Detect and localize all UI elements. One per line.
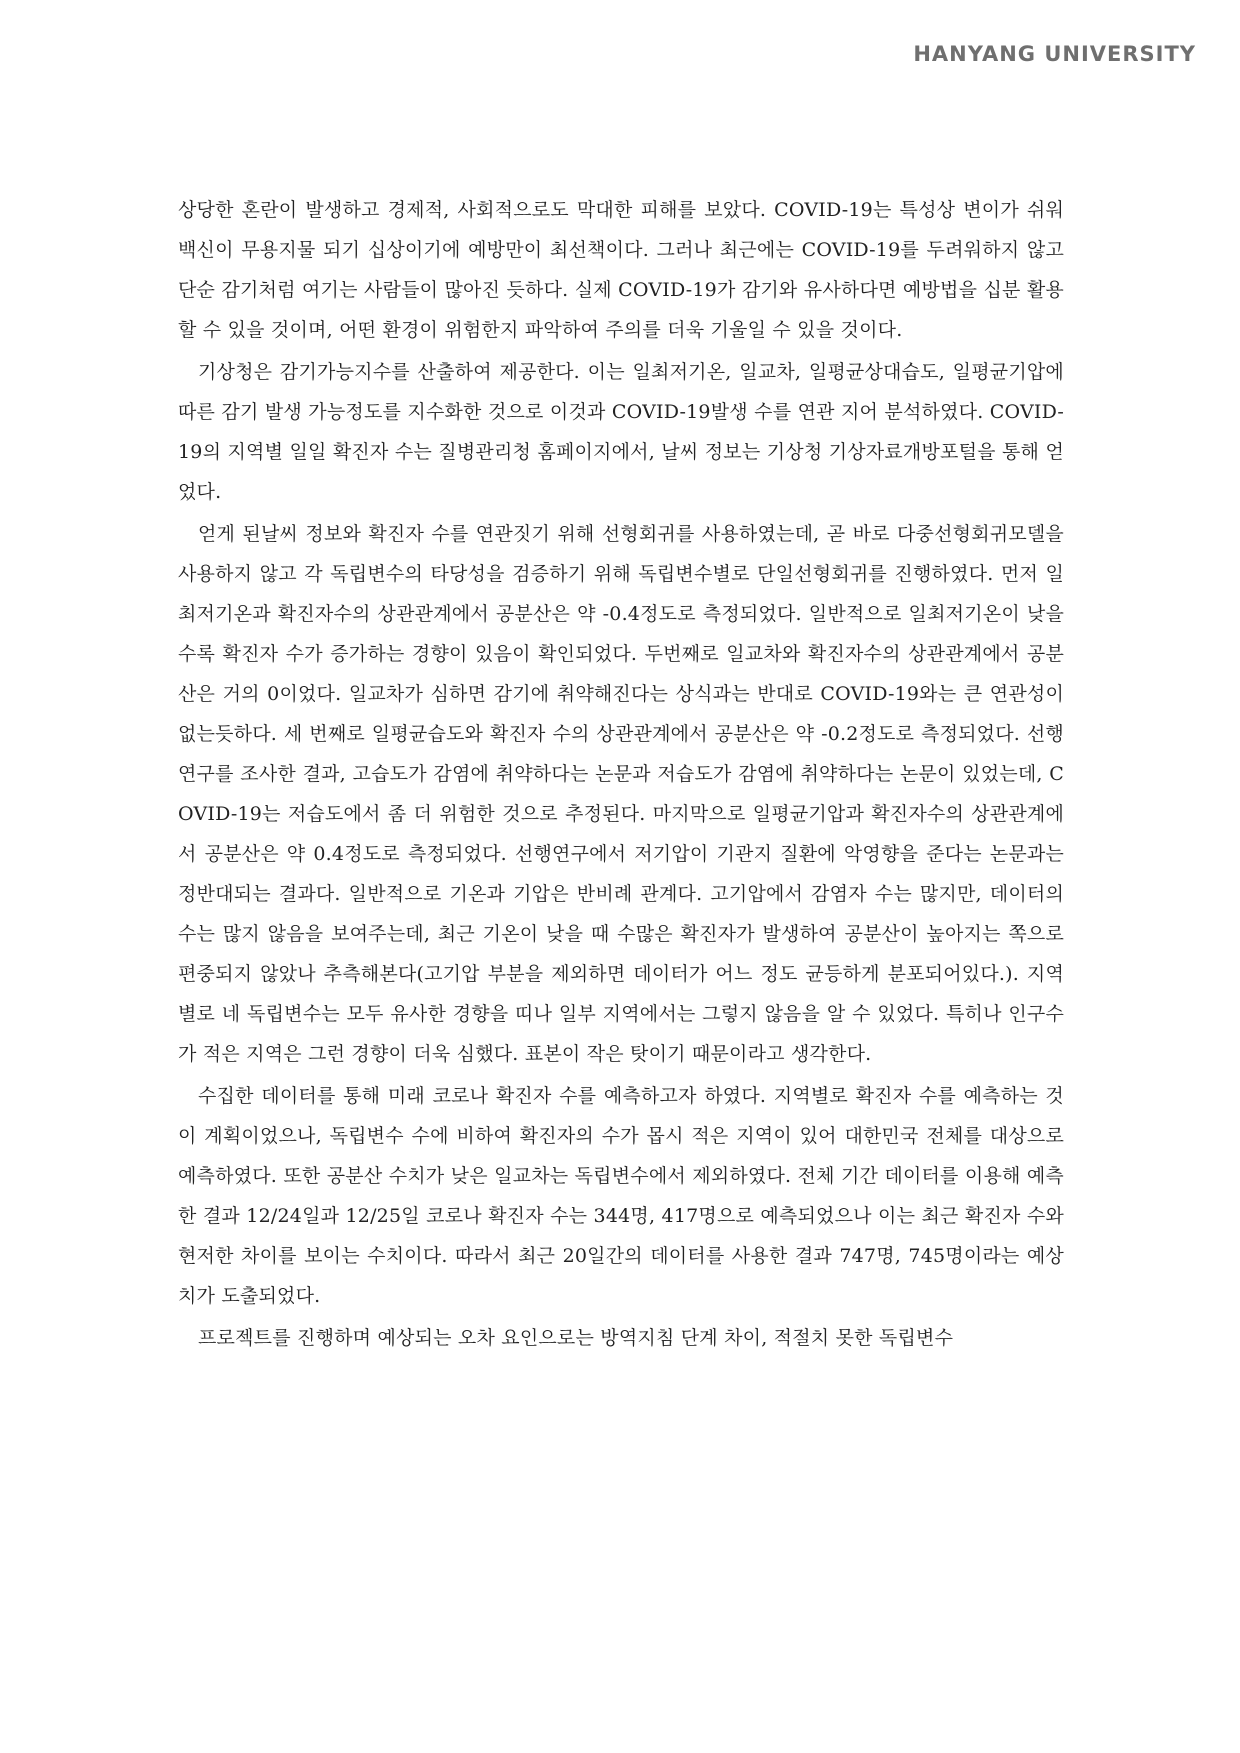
university-brand: HANYANG UNIVERSITY [913,42,1196,66]
paragraph-regression-analysis: 얻게 된날씨 정보와 확진자 수를 연관짓기 위해 선형회귀를 사용하였는데, 곧 바로 다중선형회귀모델을 사용하지 않고 각 독립변수의 타당성을 검증하기 위해 독립변수별로 단일선형회귀를 진행하였다. 먼저 일최저기온과 확진자수의 상관관계에서 공분산은 약 -0.4정도로 측정되었다. 일반적으로 일최저기온이 낮을수록 확진자 수가 증가하는 경향이 있음이 확인되었다. 두번째로 일교차와 확진자수의 상관관계에서 공분산은 거의 0이었다. 일교차가 심하면 감기에 취약해진다는 상식과는 반대로 COVID-19와는 큰 연관성이 없는듯하다. 세 번째로 일평균습도와 확진자 수의 상관관계에서 공분산은 약 -0.2정도로 측정되었다. 선행 연구를 조사한 결과, 고습도가 감염에 취약하다는 논문과 저습도가 감염에 취약하다는 논문이 있었는데, COVID-19는 저습도에서 좀 더 위험한 것으로 추정된다. 마지막으로 일평균기압과 확진자수의 상관관계에서 공분산은 약 0.4정도로 측정되었다. 선행연구에서 저기압이 기관지 질환에 악영향을 준다는 논문과는 정반대되는 결과다. 일반적으로 기온과 기압은 반비례 관계다. 고기압에서 감염자 수는 많지만, 데이터의 수는 많지 않음을 보여주는데, 최근 기온이 낮을 때 수많은 확진자가 발생하여 공분산이 높아지는 쪽으로 편중되지 않았나 추측해본다(고기압 부분을 제외하면 데이터가 어느 정도 균등하게 분포되어있다.). 지역별로 네 독립변수는 모두 유사한 경향을 띠나 일부 지역에서는 그렇지 않음을 알 수 있었다. 특히나 인구수가 적은 지역은 그런 경향이 더욱 심했다. 표본이 작은 탓이기 때문이라고 생각한다. [178,523,1064,1065]
paragraph-prediction: 수집한 데이터를 통해 미래 코로나 확진자 수를 예측하고자 하였다. 지역별로 확진자 수를 예측하는 것이 계획이었으나, 독립변수 수에 비하여 확진자의 수가 몹시 적은 지역이 있어 대한민국 전체를 대상으로 예측하였다. 또한 공분산 수치가 낮은 일교차는 독립변수에서 제외하였다. 전체 기간 데이터를 이용해 예측한 결과 12/24일과 12/25일 코로나 확진자 수는 344명, 417명으로 예측되었으나 이는 최근 확진자 수와 현저한 차이를 보이는 수치이다. 따라서 최근 20일간의 데이터를 사용한 결과 747명, 745명이라는 예상치가 도출되었다. [178,1085,1064,1307]
document-body [178,190,1064,1360]
paragraph-cold-index: 기상청은 감기가능지수를 산출하여 제공한다. 이는 일최저기온, 일교차, 일평균상대습도, 일평균기압에 따른 감기 발생 가능정도를 지수화한 것으로 이것과 COVID-19발생 수를 연관 지어 분석하였다. COVID-19의 지역별 일일 확진자 수는 질병관리청 홈페이지에서, 날씨 정보는 기상청 기상자료개방포털을 통해 얻었다. [178,361,1064,503]
paragraph-intro: 상당한 혼란이 발생하고 경제적, 사회적으로도 막대한 피해를 보았다. COVID-19는 특성상 변이가 쉬워 백신이 무용지물 되기 십상이기에 예방만이 최선책이다. 그러나 최근에는 COVID-19를 두려워하지 않고 단순 감기처럼 여기는 사람들이 많아진 듯하다. 실제 COVID-19가 감기와 유사하다면 예방법을 십분 활용 할 수 있을 것이며, 어떤 환경이 위험한지 파악하여 주의를 더욱 기울일 수 있을 것이다. [178,199,1064,341]
paragraph-error-factors: 프로젝트를 진행하며 예상되는 오차 요인으로는 방역지침 단계 차이, 적절치 못한 독립변수 [198,1327,954,1349]
